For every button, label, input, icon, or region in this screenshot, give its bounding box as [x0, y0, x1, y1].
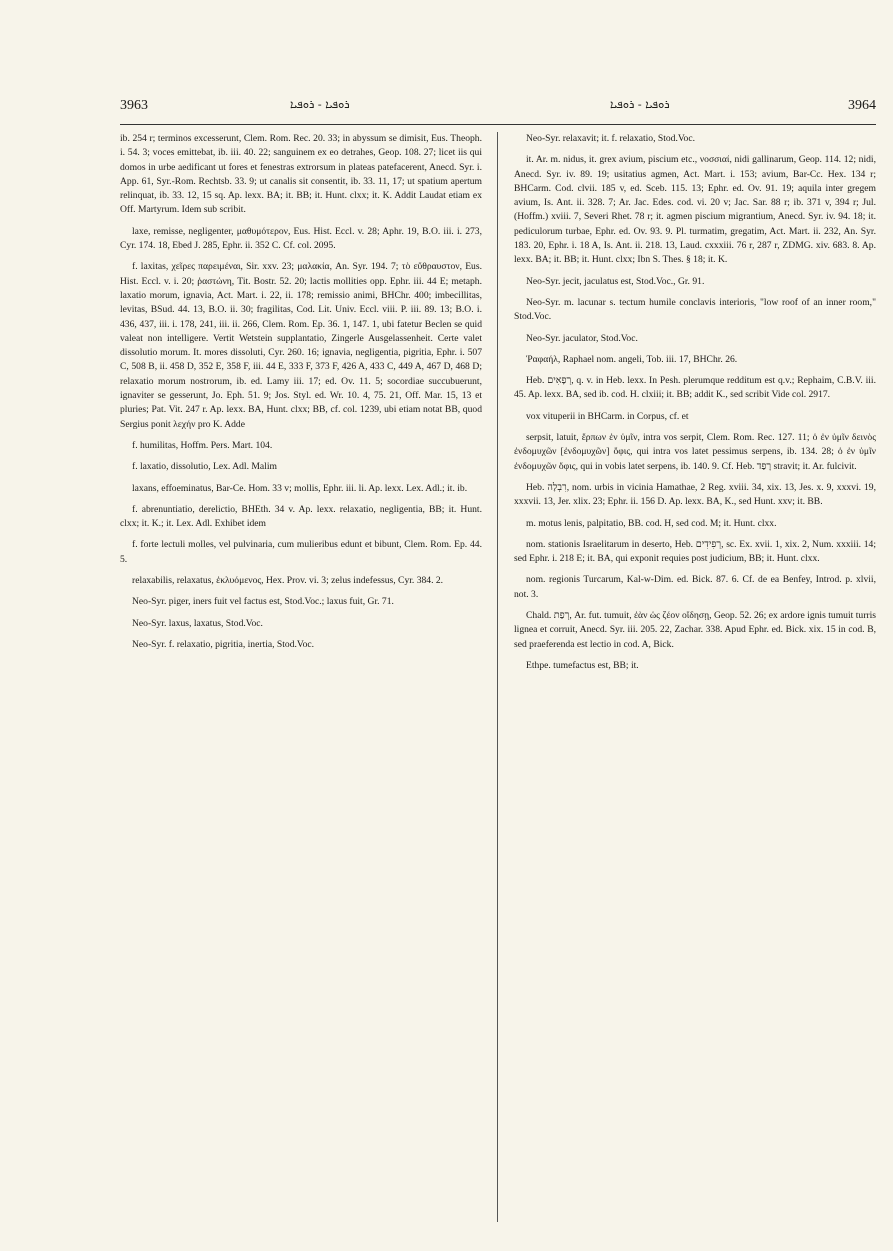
entry-paragraph: f. laxitas, χεῖρες παρειμέναι, Sir. xxv. 23; μαλακία, An. Syr. 194. 7; τὸ εὔθραυστον, Eus. Hist. Eccl. v. i. 20; ῥαστώνη, Tit. Bostr. 52. 20; lactis mollities opp. Ephr. iii. 44 E; metaph. laxatio morum, ignavia, Act. Mart. i. 22, ii. 178; remissio animi, BHChr. 400; imbecillitas, levitas, BSud. 44. 13, B.O. ii. 30; fragilitas, Cod. Lit. Univ. Eccl. viii. P. iii. 89. 13; B.O. i. 436, 437, iii. i. 178, 241, iii. ii. 266, Clem. Rom. Ep. 36. 1, 147. 1, ubi fatetur Beclen se quid valeat non intelligere. Vertit Wetstein supplantatio, Zingerle Ausgelassenheit. Certe valet dissolutio morum. It. mores dissoluti, Cyr. 260. 16; ignavia, negligentia, pigritia, Ephr. i. 507 C, 508 B, ii. 458 D, 352 E, 358 F, iii. 44 E, 333 F, 373 F, 426 A, 433 C, 449 A, 467 D, 468 D; relaxatio morum nostrorum, ib. ed. Lamy iii. 17; ed. Ov. 11. 5; socordiae succubuerunt, ignaviter se gesserunt, Jo. Eph. 51. 9; Jos. Styl. ed. Wr. 10. 4, 75. 21, Off. Mar. 15, 13 et pluries; Pat. Vit. 247 r. Ap. lexx. BA, Hunt. clxx; BB, cf. col. 1239, ubi etiam notat BB, quod Sergius ponit λεχήν pro K. Adde	[120, 261, 482, 430]
entry-paragraph: f. humilitas, Hoffm. Pers. Mart. 104.	[132, 439, 273, 451]
entry-paragraph: f. abrenuntiatio, derelictio, BHEth. 34 v. Ap. lexx. relaxatio, negligentia, BB; it. Hunt. clxx; it. K.; it. Lex. Adl. Exhibet idem	[120, 503, 482, 530]
entry-paragraph: nom. stationis Israelitarum in deserto, Heb. רְפִידִים, sc. Ex. xvii. 1, xix. 2, Num. xxxiii. 14; sed Ephr. i. 218 E; it. BA, qui exponit requies post judicium, BB; it. Hunt. clxx.	[514, 538, 876, 565]
entry-paragraph: relaxabilis, relaxatus, ἐκλυόμενος, Hex. Prov. vi. 3; zelus indefessus, Cyr. 384. 2.	[132, 575, 444, 587]
page-number-right: 3964	[848, 98, 876, 113]
header-rule	[120, 124, 876, 125]
entry-paragraph: Heb. רְפָאִים, q. v. in Heb. lexx. In Pesh. plerumque redditum est q.v.; Rephaim, C.B.V. iii. 45. Ap. lexx. BA, sed ib. cod. H. clxiii; it. BB; addit K., sed scribit Vide col. 2917.	[514, 375, 876, 401]
entry-paragraph: laxe, remisse, negligenter, μαθυμότερον, Eus. Hist. Eccl. v. 28; Aphr. 19, B.O. iii. i. 273, Cyr. 174. 18, Ebed J. 285, Ephr. ii. 352 C. Cf. col. 2095.	[120, 225, 482, 252]
entry-paragraph: serpsit, latuit, ἕρπων ἐν ὑμῖν, intra vos serpit, Clem. Rom. Rec. 127. 11; ὁ ἐν ὑμῖν δεινὸς ἐνδομυχῶν [ἐνδομυχῶν] ὄφις, qui intra vos latet pessimus serpens, ib. 134. 28; ὁ ἐν ὑμῖν ἐνδομυχῶν ὄφις, qui in vobis latet serpens, ib. 140. 9. Cf. Heb. רָפַד stravit; it. Ar. fulcivit.	[514, 432, 876, 472]
entry-paragraph: Neo-Syr. laxus, laxatus, Stod.Voc.	[132, 617, 263, 629]
page-number-left: 3963	[120, 98, 148, 113]
entry-paragraph: Neo-Syr. jecit, jaculatus est, Stod.Voc., Gr. 91.	[526, 275, 705, 287]
entry-paragraph: vox vituperii in BHCarm. in Corpus, cf. et	[526, 410, 689, 422]
entry-paragraph: m. motus lenis, palpitatio, BB. cod. H, sed cod. M; it. Hunt. clxx.	[526, 517, 777, 529]
column-divider	[497, 132, 498, 1222]
entry-paragraph: Neo-Syr. piger, iners fuit vel factus est, Stod.Voc.; laxus fuit, Gr. 71.	[132, 596, 394, 608]
entry-paragraph: it. Ar. m. nidus, it. grex avium, piscium etc., νοσσιαί, nidi gallinarum, Geop. 114. 12; nidi, Anecd. Syr. iv. 89. 19; usitatius agmen, Act. Mart. i. 153; avium, Bar-Cc. Hex. 134 r; BHCarm. Cod. clvii. 185 v, ed. Sceb. 115. 13; Ephr. ed. Ov. 91. 19; aquila inter gregem avium, Is. Ant. ii. 328. 7; Ar. Jac. Edes. cod. vi. 20 v; Jac. Sar. 88 r; ib. 371 v, 394 r; Jul. (Hoffm.) xviii. 7, Severi Rhet. 78 r; it. agmen piscium migrantium, Anecd. Syr. iv. 94. 18; it. pediculorum turbae, Ephr. ed. Ov. 93. 9. Pl. turmatim, gregatim, Act. Mart. ii. 232, An. Syr. 183. 20, Ephr. i. 18 A, Is. Ant. ii. 218. 13, Laud. cxxxiii. 76 r, 287 r, ZDMG. xiv. 683. 8. Ap. lexx. BA; it. BB; it. Hunt. clxx; Ibn S. Thes. § 18; it. K.	[514, 154, 876, 266]
left-column	[120, 132, 482, 1232]
entry-paragraph: Neo-Syr. jaculator, Stod.Voc.	[526, 332, 638, 344]
running-title-left: ܪܘܦܝܐ - ܪܘܦܝܐ	[290, 98, 350, 111]
entry-paragraph: laxans, effoeminatus, Bar-Ce. Hom. 33 v; mollis, Ephr. iii. li. Ap. lexx. Lex. Adl.; it. ib.	[132, 482, 468, 494]
right-column	[514, 132, 876, 1232]
entry-paragraph: Heb. רִבְלָה, nom. urbis in vicinia Hamathae, 2 Reg. xviii. 34, xix. 13, Jes. x. 9, xxxvi. 19, xxxvii. 13, Jer. xlix. 23; Ephr. ii. 156 D. Ap. lexx. BA, K., sed Hunt. xxv; it. BB.	[514, 481, 876, 508]
entry-paragraph: ib. 254 r; terminos excesserunt, Clem. Rom. Rec. 20. 33; in abyssum se dimisit, Eus. Theoph. i. 54. 3; voces emittebat, ib. iii. 40. 22; sanguinem ex eo detrahes, Geop. 108. 27; licet iis qui domos in urbe aedificant ut fores et fenestras extrorsum in plateas patefacerent, Anecd. Syr. i. App. 61, Syr.-Rom. Rechtsb. 33. 9; ut canalis sit consentit, ib. 33. 11, 17; ut spatium apertum relinquat, ib. 33. 12, 15 sq. Ap. lexx. BA; it. BB; it. Hunt. clxx; it. K. Addit Laudat etiam ex Off. Martyrum. Idem sub scribit.	[120, 133, 482, 216]
entry-paragraph: Neo-Syr. relaxavit; it. f. relaxatio, Stod.Voc.	[526, 133, 696, 144]
entry-paragraph: Neo-Syr. f. relaxatio, pigritia, inertia, Stod.Voc.	[132, 638, 315, 650]
entry-paragraph: Neo-Syr. m. lacunar s. tectum humile conclavis interioris, "low roof of an inner room," Stod.Voc.	[514, 296, 876, 323]
entry-paragraph: nom. regionis Turcarum, Kal-w-Dim. ed. Bick. 87. 6. Cf. de ea Benfey, Introd. p. xlvii, not. 3.	[514, 574, 876, 600]
entry-paragraph: Ethpe. tumefactus est, BB; it.	[526, 659, 639, 671]
entry-paragraph: f. forte lectuli molles, vel pulvinaria, cum mulieribus edunt et bibunt, Clem. Rom. Ep. 44. 5.	[120, 539, 482, 565]
running-title-right: ܪܘܦܝܐ - ܪܘܦܝܐ	[610, 98, 670, 111]
entry-paragraph: Chald. רְפַת, Ar. fut. tumuit, ἐὰν ὡς ζέον οἴδησῃ, Geop. 52. 26; ex ardore ignis tumuit turris lignea et corruit, Anecd. Syr. iii. 205. 22, Zachar. 338. Apud Ephr. ed. Bick. xix. 15 in cod. B, sed praeferenda est lectio in cod. A, Bick.	[514, 610, 876, 650]
entry-paragraph: Ῥαφαήλ, Raphael nom. angeli, Tob. iii. 17, BHChr. 26.	[526, 353, 738, 365]
entry-paragraph: f. laxatio, dissolutio, Lex. Adl. Malim	[132, 461, 277, 473]
page-header	[120, 96, 876, 120]
